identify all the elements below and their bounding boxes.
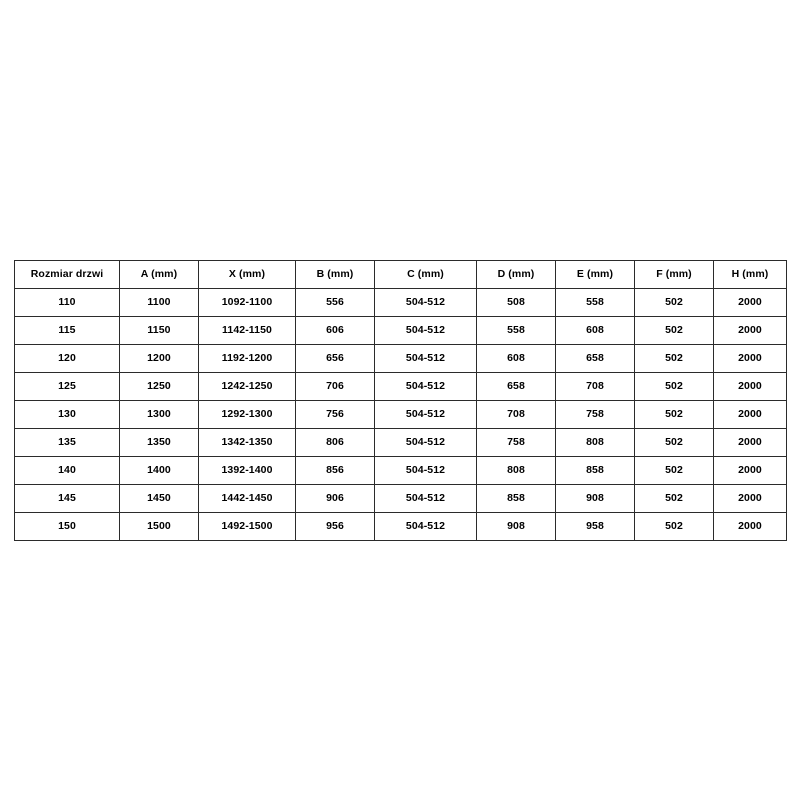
table-cell: 558 xyxy=(556,289,635,317)
table-cell: 502 xyxy=(635,513,714,541)
table-cell: 1192-1200 xyxy=(199,345,296,373)
table-row xyxy=(15,457,787,485)
table-cell: 908 xyxy=(556,485,635,513)
table-cell: 2000 xyxy=(714,289,787,317)
column-header-f: F (mm) xyxy=(635,261,714,289)
table-cell: 708 xyxy=(477,401,556,429)
table-cell: 504-512 xyxy=(375,429,477,457)
table-cell: 2000 xyxy=(714,317,787,345)
table-cell: 706 xyxy=(296,373,375,401)
table-cell: 2000 xyxy=(714,513,787,541)
table-cell: 956 xyxy=(296,513,375,541)
column-header-e: E (mm) xyxy=(556,261,635,289)
table-body xyxy=(15,289,787,541)
table-cell: 558 xyxy=(477,317,556,345)
table-row xyxy=(15,513,787,541)
table-cell: 1392-1400 xyxy=(199,457,296,485)
column-header-a: A (mm) xyxy=(120,261,199,289)
table-row xyxy=(15,373,787,401)
table-cell: 140 xyxy=(15,457,120,485)
table-cell: 2000 xyxy=(714,485,787,513)
table-row xyxy=(15,317,787,345)
table-cell: 1442-1450 xyxy=(199,485,296,513)
table-cell: 2000 xyxy=(714,457,787,485)
table-cell: 125 xyxy=(15,373,120,401)
table-cell: 1400 xyxy=(120,457,199,485)
table-cell: 1250 xyxy=(120,373,199,401)
table-cell: 808 xyxy=(556,429,635,457)
table-cell: 756 xyxy=(296,401,375,429)
table-row xyxy=(15,345,787,373)
table-cell: 906 xyxy=(296,485,375,513)
table-cell: 1100 xyxy=(120,289,199,317)
column-header-d: D (mm) xyxy=(477,261,556,289)
table-cell: 110 xyxy=(15,289,120,317)
table-cell: 1450 xyxy=(120,485,199,513)
table-cell: 130 xyxy=(15,401,120,429)
table-cell: 1092-1100 xyxy=(199,289,296,317)
column-header-h: H (mm) xyxy=(714,261,787,289)
table-cell: 1300 xyxy=(120,401,199,429)
specification-table-container xyxy=(14,260,786,541)
table-cell: 858 xyxy=(477,485,556,513)
table-row xyxy=(15,289,787,317)
table-cell: 656 xyxy=(296,345,375,373)
table-cell: 150 xyxy=(15,513,120,541)
table-row xyxy=(15,401,787,429)
table-cell: 502 xyxy=(635,373,714,401)
table-cell: 758 xyxy=(477,429,556,457)
column-header-x: X (mm) xyxy=(199,261,296,289)
table-cell: 608 xyxy=(477,345,556,373)
table-cell: 504-512 xyxy=(375,373,477,401)
table-cell: 508 xyxy=(477,289,556,317)
table-cell: 502 xyxy=(635,289,714,317)
column-header-c: C (mm) xyxy=(375,261,477,289)
table-cell: 708 xyxy=(556,373,635,401)
table-cell: 1492-1500 xyxy=(199,513,296,541)
table-cell: 504-512 xyxy=(375,345,477,373)
table-cell: 608 xyxy=(556,317,635,345)
table-cell: 1242-1250 xyxy=(199,373,296,401)
table-cell: 504-512 xyxy=(375,457,477,485)
table-cell: 145 xyxy=(15,485,120,513)
table-cell: 556 xyxy=(296,289,375,317)
table-cell: 2000 xyxy=(714,401,787,429)
table-cell: 1350 xyxy=(120,429,199,457)
table-cell: 806 xyxy=(296,429,375,457)
table-cell: 504-512 xyxy=(375,401,477,429)
table-cell: 504-512 xyxy=(375,513,477,541)
table-cell: 658 xyxy=(477,373,556,401)
table-cell: 858 xyxy=(556,457,635,485)
table-cell: 504-512 xyxy=(375,317,477,345)
table-cell: 502 xyxy=(635,317,714,345)
table-cell: 2000 xyxy=(714,429,787,457)
table-row xyxy=(15,429,787,457)
table-row xyxy=(15,485,787,513)
table-cell: 808 xyxy=(477,457,556,485)
table-cell: 1150 xyxy=(120,317,199,345)
table-cell: 658 xyxy=(556,345,635,373)
column-header-rozmiar-drzwi: Rozmiar drzwi xyxy=(15,261,120,289)
table-cell: 115 xyxy=(15,317,120,345)
table-cell: 502 xyxy=(635,401,714,429)
table-cell: 2000 xyxy=(714,345,787,373)
table-cell: 908 xyxy=(477,513,556,541)
table-cell: 758 xyxy=(556,401,635,429)
table-cell: 502 xyxy=(635,485,714,513)
table-cell: 1500 xyxy=(120,513,199,541)
table-cell: 504-512 xyxy=(375,289,477,317)
table-cell: 120 xyxy=(15,345,120,373)
table-cell: 1142-1150 xyxy=(199,317,296,345)
table-cell: 502 xyxy=(635,457,714,485)
table-cell: 504-512 xyxy=(375,485,477,513)
table-cell: 1342-1350 xyxy=(199,429,296,457)
table-cell: 1200 xyxy=(120,345,199,373)
table-cell: 502 xyxy=(635,429,714,457)
table-header-row xyxy=(15,261,787,289)
table-cell: 856 xyxy=(296,457,375,485)
door-size-specification-table xyxy=(14,260,787,541)
table-cell: 502 xyxy=(635,345,714,373)
column-header-b: B (mm) xyxy=(296,261,375,289)
table-header xyxy=(15,261,787,289)
table-cell: 2000 xyxy=(714,373,787,401)
table-cell: 958 xyxy=(556,513,635,541)
table-cell: 606 xyxy=(296,317,375,345)
table-cell: 1292-1300 xyxy=(199,401,296,429)
table-cell: 135 xyxy=(15,429,120,457)
